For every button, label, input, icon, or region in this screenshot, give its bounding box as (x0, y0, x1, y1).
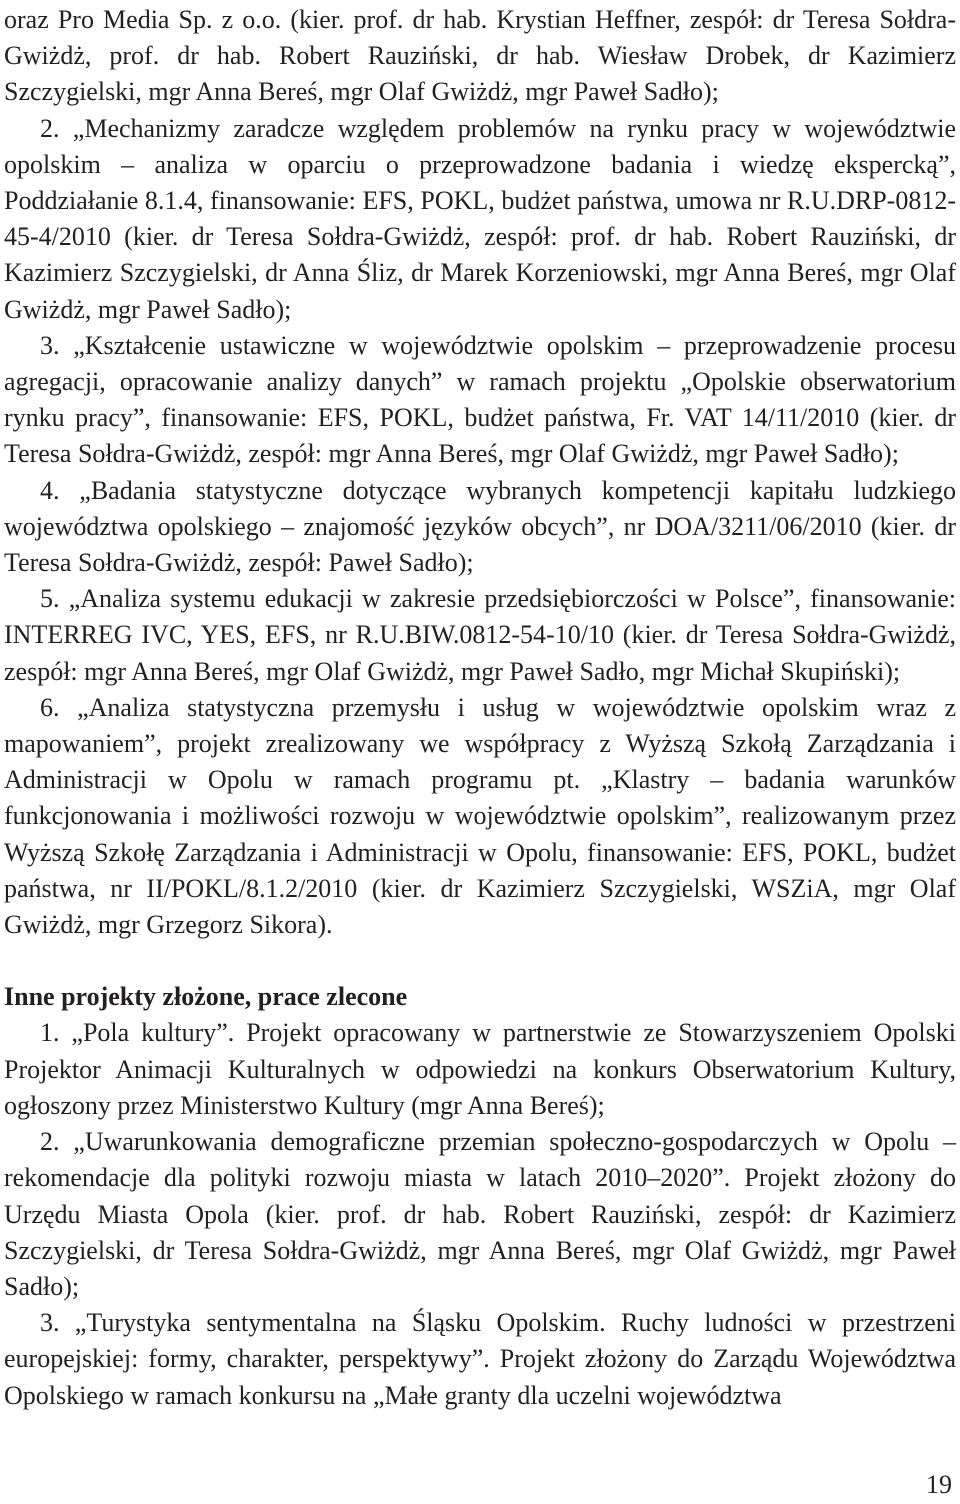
list-item: 6. „Analiza statystyczna przemysłu i usług w województwie opolskim wraz z mapowaniem”, projekt zrealizowany we współpracy z Wyższą Szkołą Zarządzania i Administracji w Opolu w ramach programu pt. „Klastry – badania warunków funkcjonowania i możliwości rozwoju w województwie opolskim”, realizowanym przez Wyższą Szkołę Zarządzania i Administracji w Opolu, finansowanie: EFS, POKL, budżet państwa, nr II/POKL/8.1.2/2010 (kier. dr Kazimierz Szczygielski, WSZiA, mgr Olaf Gwiżdż, mgr Grzegorz Sikora). (4, 692, 956, 940)
section-heading: Inne projekty złożone, prace zlecone (4, 982, 408, 1012)
list-item: 3. „Kształcenie ustawiczne w województwie opolskim – przeprowadzenie procesu agregacji, opracowanie analizy danych” w ramach projektu „Opolskie obserwatorium rynku pracy”, finansowanie: EFS, POKL, budżet państwa, Fr. VAT 14/11/2010 (kier. dr Teresa Sołdra-Gwiżdż, zespół: mgr Anna Bereś, mgr Olaf Gwiżdż, mgr Paweł Sadło); (4, 330, 956, 469)
list-item: 2. „Uwarunkowania demograficzne przemian społeczno-gospodarczych w Opolu – rekomendacje dla polityki rozwoju miasta w latach 2010–2020”. Projekt złożony do Urzędu Miasta Opola (kier. prof. dr hab. Robert Rauziński, zespół: dr Kazimierz Szczygielski, dr Teresa Sołdra-Gwiżdż, mgr Anna Bereś, mgr Olaf Gwiżdż, mgr Paweł Sadło); (4, 1127, 956, 1301)
list-item: 1. „Pola kultury”. Projekt opracowany w partnerstwie ze Stowarzyszeniem Opolski Projektor Animacji Kulturalnych w odpowiedzi na konkurs Obserwatorium Kultury, ogłoszony przez Ministerstwo Kultury (mgr Anna Bereś); (4, 1018, 956, 1120)
list-item: 4. „Badania statystyczne dotyczące wybranych kompetencji kapitału ludzkiego województwa opolskiego – znajomość języków obcych”, nr DOA/3211/06/2010 (kier. dr Teresa Sołdra-Gwiżdż, zespół: Paweł Sadło); (4, 475, 956, 578)
page-number: 19 (926, 1470, 952, 1499)
section-spacer (4, 943, 956, 979)
list-item: 3. „Turystyka sentymentalna na Śląsku Opolskim. Ruchy ludności w przestrzeni europejskiej: formy, charakter, perspektywy”. Projekt złożony do Zarządu Województwa Opolskiego w ramach konkursu na „Małe granty dla uczelni województwa (4, 1308, 956, 1410)
list-item: oraz Pro Media Sp. z o.o. (kier. prof. dr hab. Krystian Heffner, zespół: dr Teresa Sołdra-Gwiżdż, prof. dr hab. Robert Rauziński, dr hab. Wiesław Drobek, dr Kazimierz Szczygielski, mgr Anna Bereś, mgr Olaf Gwiżdż, mgr Paweł Sadło); (4, 5, 956, 107)
list-item: 2. „Mechanizmy zaradcze względem problemów na rynku pracy w województwie opolskim – analiza w oparciu o przeprowadzone badania i wiedzę ekspercką”, Poddziałanie 8.1.4, finansowanie: EFS, POKL, budżet państwa, umowa nr R.U.DRP-0812-45-4/2010 (kier. dr Teresa Sołdra-Gwiżdż, zespół: prof. dr hab. Robert Rauziński, dr Kazimierz Szczygielski, dr Anna Śliz, dr Marek Korzeniowski, mgr Anna Bereś, mgr Olaf Gwiżdż, mgr Paweł Sadło); (4, 113, 956, 324)
list-item: 5. „Analiza systemu edukacji w zakresie przedsiębiorczości w Polsce”, finansowanie: INTERREG IVC, YES, EFS, nr R.U.BIW.0812-54-10/10 (kier. dr Teresa Sołdra-Gwiżdż, zespół: mgr Anna Bereś, mgr Olaf Gwiżdż, mgr Paweł Sadło, mgr Michał Skupiński); (4, 584, 956, 686)
document-page (4, 2, 956, 1414)
